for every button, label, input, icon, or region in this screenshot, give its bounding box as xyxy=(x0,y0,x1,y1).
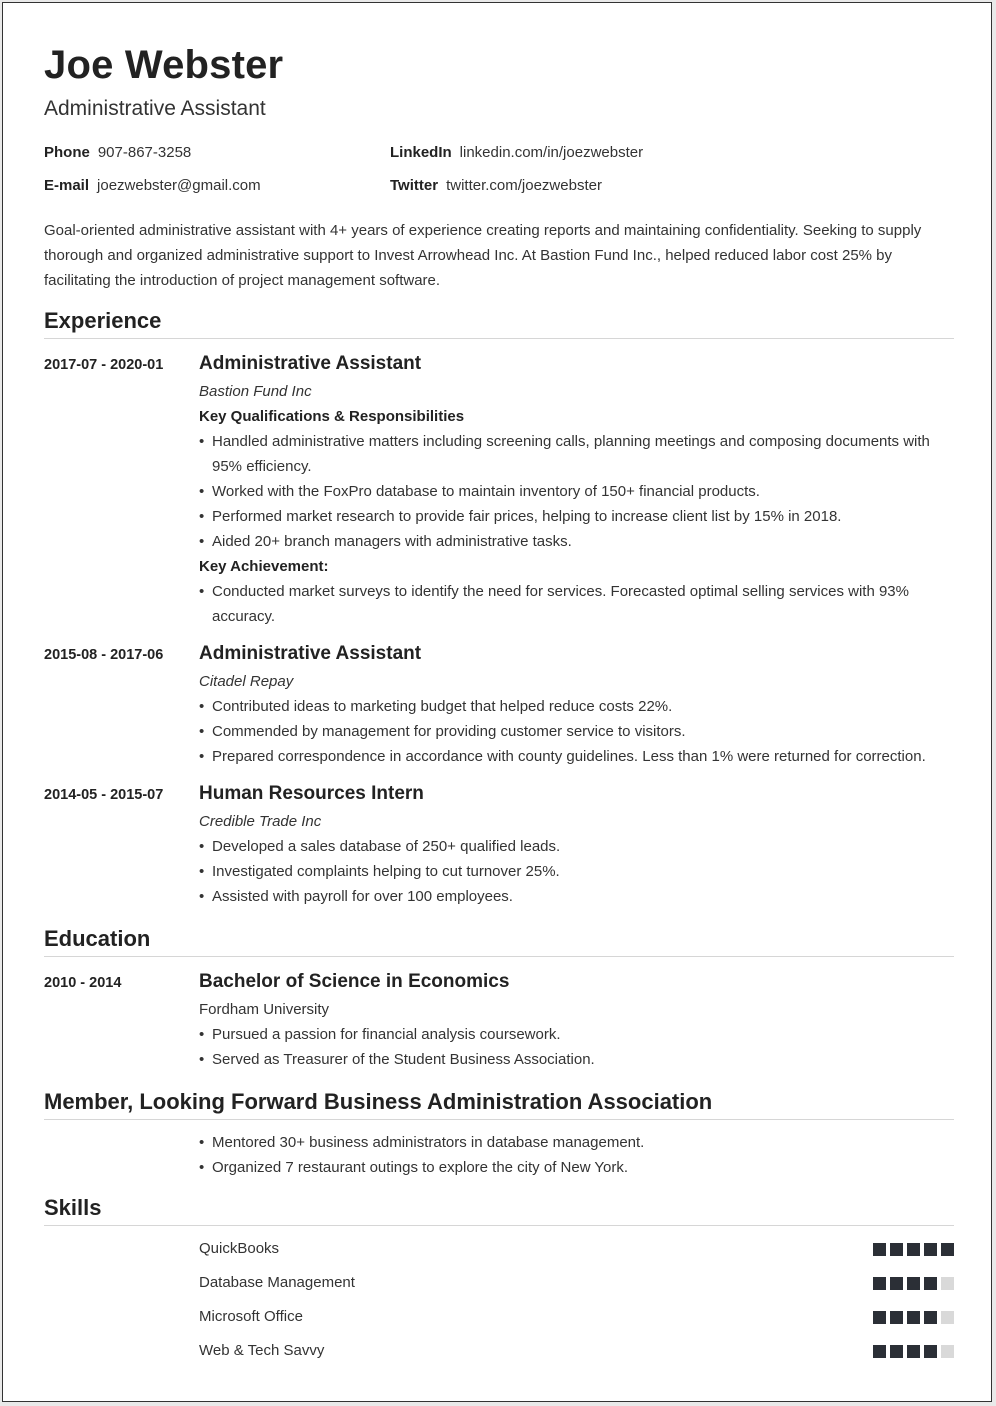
job-company: Citadel Repay xyxy=(199,673,294,690)
list-item: • Contributed ideas to marketing budget that helped reduce costs 22%. xyxy=(199,694,954,719)
candidate-name: Joe Webster xyxy=(44,43,284,87)
list-item: • Prepared correspondence in accordance with county guidelines. Less than 1% were returned for correction. xyxy=(199,744,954,769)
skill-name: Web & Tech Savvy xyxy=(199,1342,325,1359)
job-title: Administrative Assistant xyxy=(199,643,422,664)
school-name: Fordham University xyxy=(199,1001,330,1018)
skill-row xyxy=(199,1239,954,1259)
achievement-subheading: Key Achievement: xyxy=(199,558,329,575)
resume-page xyxy=(2,2,992,1402)
rating-filled-square xyxy=(873,1311,886,1324)
list-item: • Investigated complaints helping to cut turnover 25%. xyxy=(199,859,954,884)
email-line xyxy=(44,176,261,196)
job-company: Credible Trade Inc xyxy=(199,813,322,830)
rating-filled-square xyxy=(873,1277,886,1290)
list-item: • Worked with the FoxPro database to maintain inventory of 150+ financial products. xyxy=(199,479,954,504)
membership-heading: Member, Looking Forward Business Administration Association xyxy=(44,1088,954,1120)
job-bullet-list xyxy=(199,694,954,769)
list-item: • Assisted with payroll for over 100 employees. xyxy=(199,884,954,909)
list-item: • Commended by management for providing customer service to visitors. xyxy=(199,719,954,744)
job-dates: 2014-05 - 2015-07 xyxy=(44,787,164,803)
job-title: Human Resources Intern xyxy=(199,783,424,804)
rating-filled-square xyxy=(924,1243,937,1256)
job-body xyxy=(199,641,954,769)
rating-filled-square xyxy=(924,1277,937,1290)
rating-filled-square xyxy=(873,1243,886,1256)
skill-rating xyxy=(869,1311,954,1324)
skill-rating xyxy=(869,1277,954,1290)
rating-empty-square xyxy=(941,1277,954,1290)
list-item: • Developed a sales database of 250+ qualified leads. xyxy=(199,834,954,859)
list-item: • Pursued a passion for financial analysis coursework. xyxy=(199,1022,954,1047)
education-bullet-list xyxy=(199,1022,954,1072)
job-dates: 2015-08 - 2017-06 xyxy=(44,647,164,663)
skill-rating xyxy=(869,1345,954,1358)
qualifications-subheading: Key Qualifications & Responsibilities xyxy=(199,408,465,425)
skills-heading: Skills xyxy=(44,1194,954,1226)
list-item: • Mentored 30+ business administrators in database management. xyxy=(199,1130,954,1155)
candidate-title: Administrative Assistant xyxy=(44,97,266,120)
experience-heading: Experience xyxy=(44,307,954,339)
job-body xyxy=(199,351,954,629)
twitter-link[interactable]: twitter.com/joezwebster xyxy=(446,177,602,194)
skill-row xyxy=(199,1341,954,1361)
twitter-label: Twitter xyxy=(390,177,439,194)
email-label: E-mail xyxy=(44,177,90,194)
rating-filled-square xyxy=(924,1345,937,1358)
rating-filled-square xyxy=(907,1311,920,1324)
rating-filled-square xyxy=(890,1243,903,1256)
rating-filled-square xyxy=(907,1243,920,1256)
list-item: • Served as Treasurer of the Student Business Association. xyxy=(199,1047,954,1072)
qualifications-list xyxy=(199,429,954,554)
skill-name: Database Management xyxy=(199,1274,355,1291)
rating-filled-square xyxy=(924,1311,937,1324)
rating-filled-square xyxy=(907,1345,920,1358)
phone-line xyxy=(44,143,191,163)
email-link[interactable]: joezwebster@gmail.com xyxy=(97,177,261,194)
job-body xyxy=(199,781,954,909)
job-company: Bastion Fund Inc xyxy=(199,383,312,400)
skill-row xyxy=(199,1273,954,1293)
list-item: • Performed market research to provide fair prices, helping to increase client list by 15% in 2018. xyxy=(199,504,954,529)
linkedin-link[interactable]: linkedin.com/in/joezwebster xyxy=(459,144,644,161)
education-body xyxy=(199,969,954,1072)
skill-name: QuickBooks xyxy=(199,1240,280,1257)
job-dates: 2017-07 - 2020-01 xyxy=(44,357,164,373)
membership-bullet-list xyxy=(199,1130,954,1180)
education-heading: Education xyxy=(44,925,954,957)
phone-label: Phone xyxy=(44,144,90,161)
skill-rating xyxy=(869,1243,954,1256)
phone-value: 907-867-3258 xyxy=(97,144,192,161)
education-dates: 2010 - 2014 xyxy=(44,975,122,991)
membership-body xyxy=(199,1130,954,1180)
rating-filled-square xyxy=(873,1345,886,1358)
rating-filled-square xyxy=(890,1311,903,1324)
rating-empty-square xyxy=(941,1345,954,1358)
list-item: • Aided 20+ branch managers with administrative tasks. xyxy=(199,529,954,554)
list-item: • Organized 7 restaurant outings to explore the city of New York. xyxy=(199,1155,954,1180)
linkedin-label: LinkedIn xyxy=(390,144,452,161)
rating-filled-square xyxy=(890,1277,903,1290)
achievement-list xyxy=(199,579,954,629)
summary-paragraph: Goal-oriented administrative assistant with 4+ years of experience creating reports and maintaining confidentiality. Seeking to supply thorough and organized administrative support to Invest Arrowhead Inc. At Bastion Fund Inc., helped reduced labor cost 25% by facilitating the introduction of project management software. xyxy=(44,222,922,289)
twitter-line xyxy=(390,176,602,196)
job-bullet-list xyxy=(199,834,954,909)
list-item: • Handled administrative matters including screening calls, planning meetings and composing documents with 95% efficiency. xyxy=(199,429,954,479)
rating-empty-square xyxy=(941,1311,954,1324)
rating-filled-square xyxy=(941,1243,954,1256)
rating-filled-square xyxy=(890,1345,903,1358)
job-title: Administrative Assistant xyxy=(199,353,422,374)
linkedin-line xyxy=(390,143,643,163)
skill-row xyxy=(199,1307,954,1327)
list-item: • Conducted market surveys to identify the need for services. Forecasted optimal selling services with 93% accuracy. xyxy=(199,579,954,629)
rating-filled-square xyxy=(907,1277,920,1290)
skill-name: Microsoft Office xyxy=(199,1308,303,1325)
degree-title: Bachelor of Science in Economics xyxy=(199,971,510,992)
